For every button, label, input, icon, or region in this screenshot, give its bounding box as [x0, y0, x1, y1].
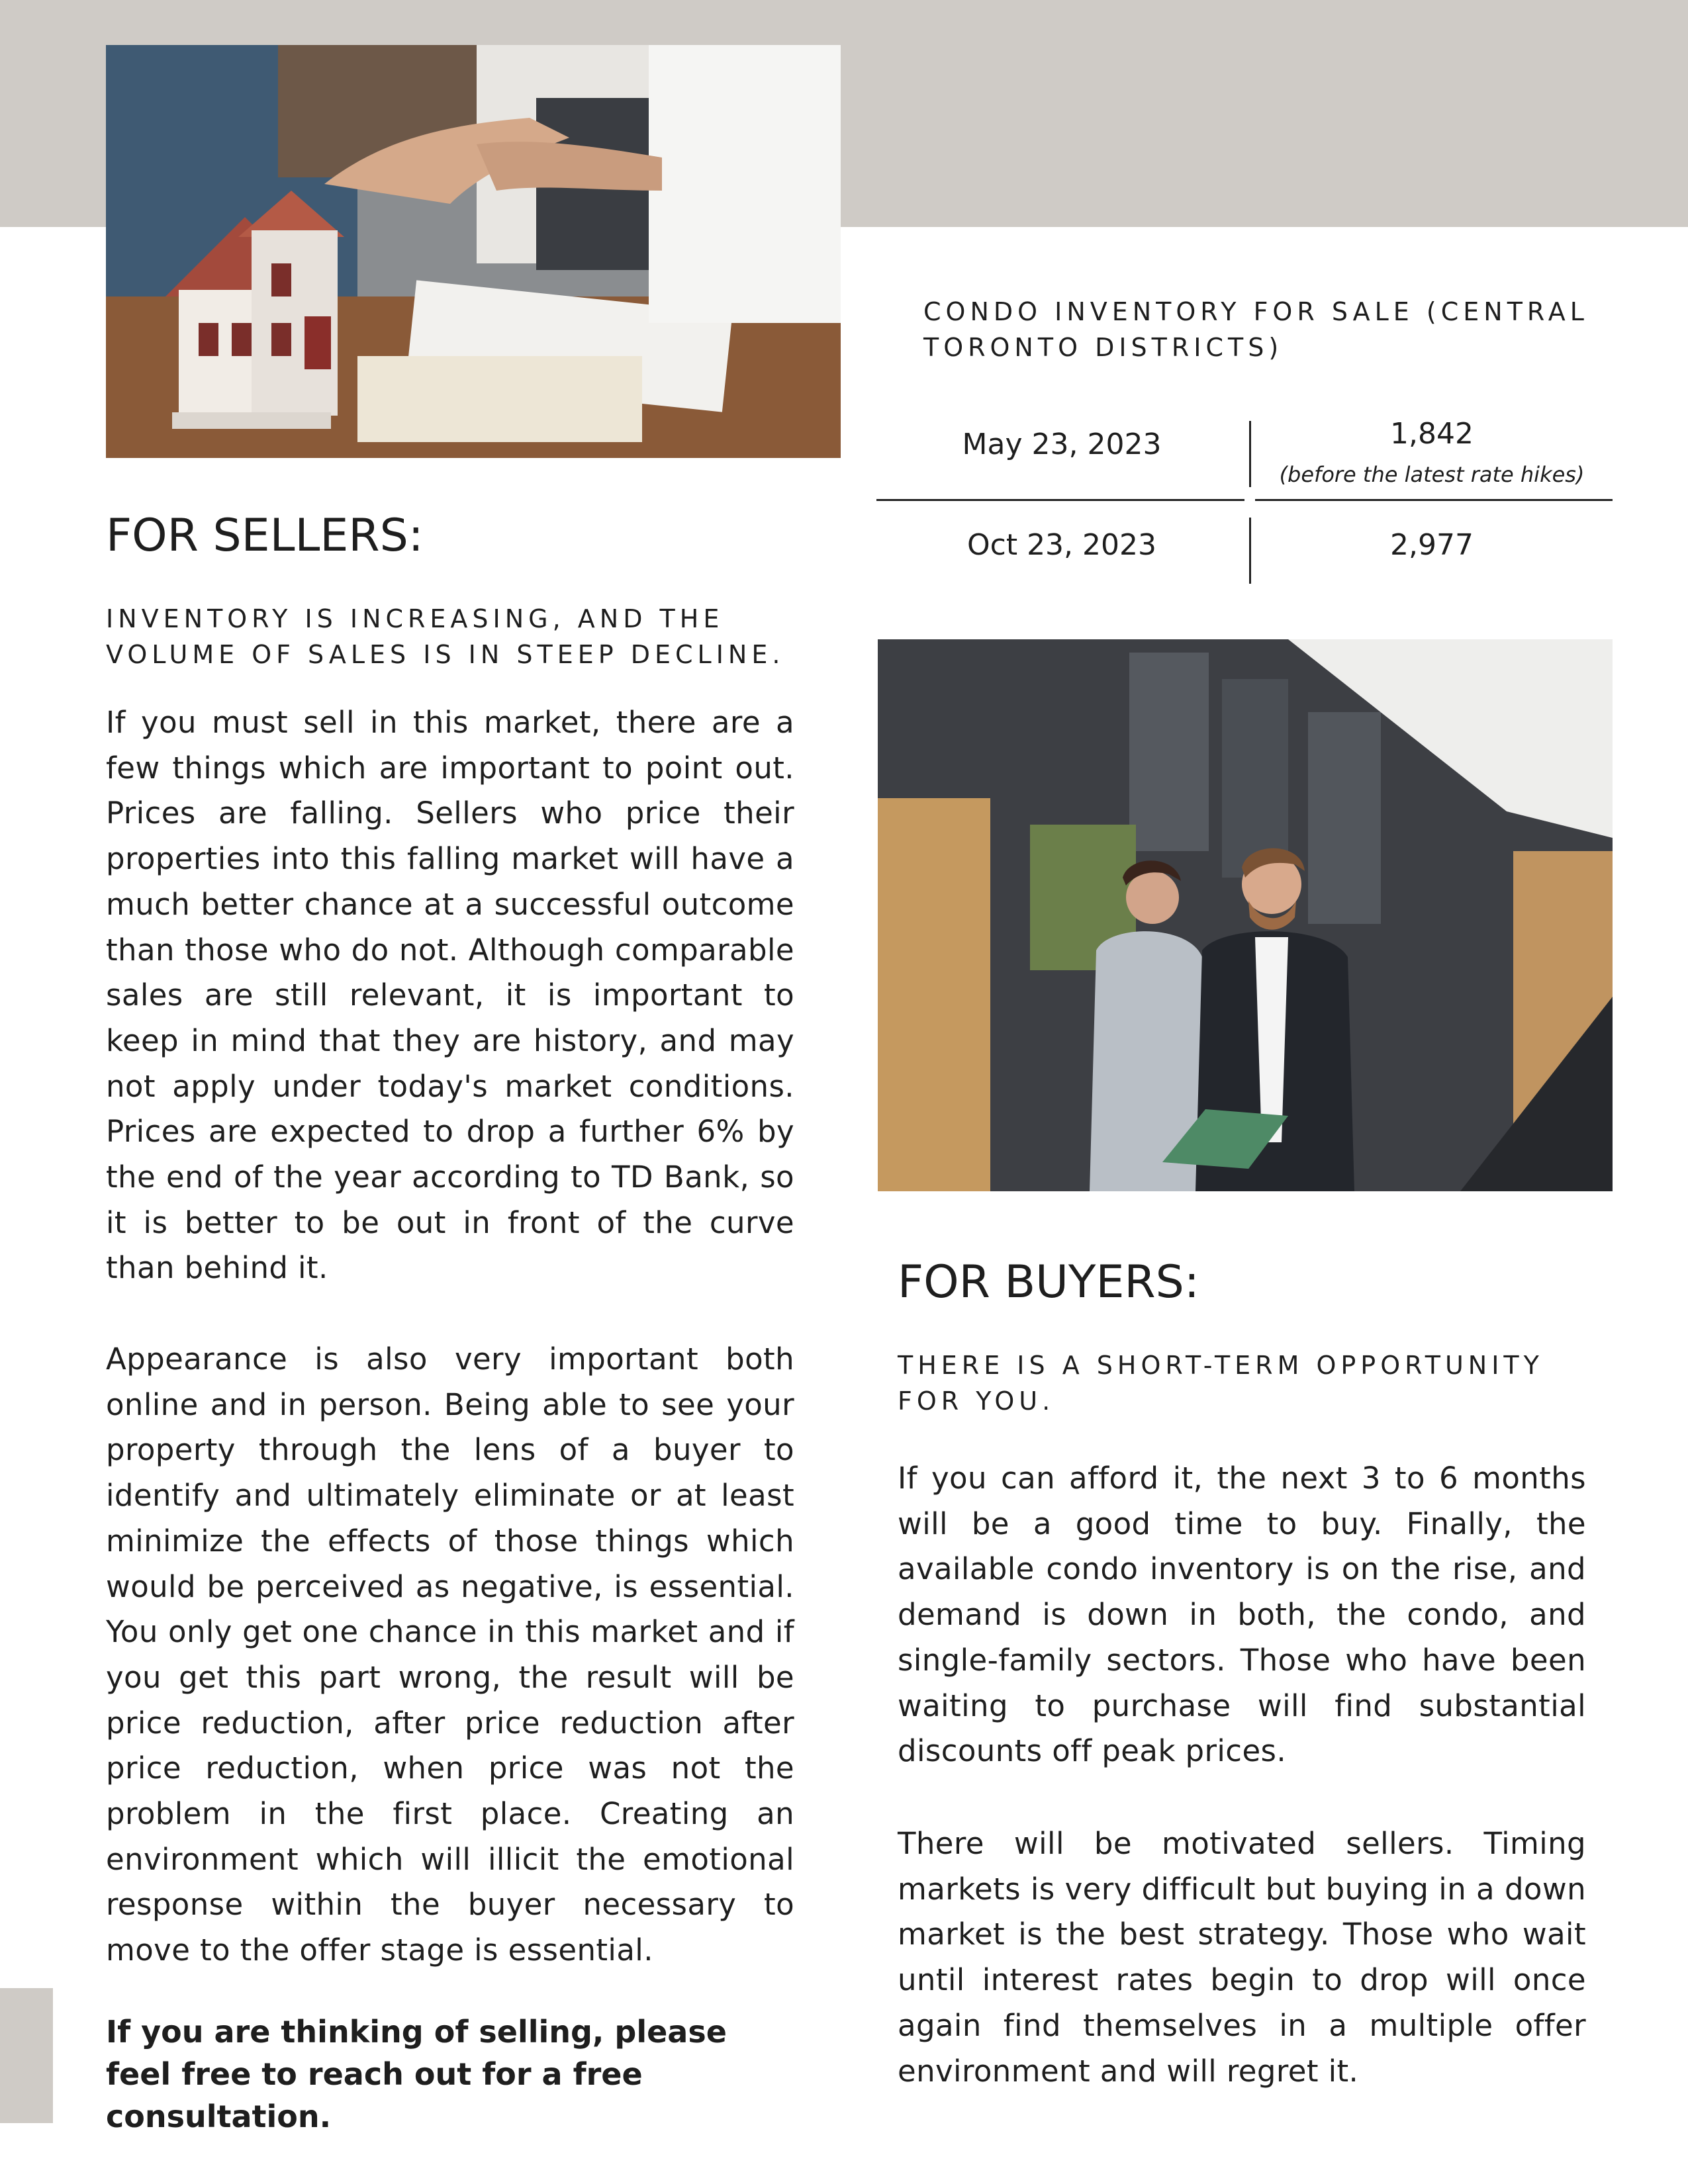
handshake-house-photo — [106, 45, 841, 458]
inventory-row-value: 1,842 — [1390, 417, 1474, 451]
sellers-call-to-action: If you are thinking of selling, please feel free to reach out for a free consultation. — [106, 2014, 727, 2134]
inventory-row-date: Oct 23, 2023 — [967, 528, 1156, 562]
buyers-heading: FOR BUYERS: — [898, 1256, 1199, 1308]
bottom-left-accent-block — [0, 1988, 53, 2123]
inventory-table — [876, 414, 1613, 586]
table-row-divider — [1255, 499, 1613, 501]
inventory-row-value: 2,977 — [1390, 528, 1474, 562]
table-column-divider — [1249, 518, 1251, 584]
buyers-paragraph: If you can afford it, the next 3 to 6 months will be a good time to buy. Finally, the available condo inventory is on the rise, and demand is down in both, the condo, and single-family sectors. Those who have been waiting to purchase will find substantial discounts off peak prices. — [898, 1461, 1586, 1769]
sellers-heading: FOR SELLERS: — [106, 510, 424, 562]
sellers-paragraph: Appearance is also very important both online and in person. Being able to see your property through the lens of a buyer to identify and ultimately eliminate or at least minimize the effects of those things which would be perceived as negative, is essential. You only get one chance in this market and if you get this part wrong, the result will be price reduction, after price reduction after price reduction, when price was not the problem in the first place. Creating an environment which will illicit the emotional response within the buyer necessary to move to the offer stage is essential. — [106, 1342, 794, 1968]
table-column-divider — [1249, 421, 1251, 487]
business-people-photo — [878, 639, 1613, 1191]
inventory-row-note: (before the latest rate hikes) — [1279, 462, 1585, 487]
sellers-paragraph: If you must sell in this market, there are a few things which are important to point out. Prices are falling. Sellers who price their properties into this falling market will have a much better chance at a successful outcome than those who do not. Although comparable sales are still relevant, it is important to keep in mind that they are history, and may not apply under today's market conditions. Prices are expected to drop a further 6% by the end of the year according to TD Bank, so it is better to be out in front of the curve than behind it. — [106, 705, 794, 1286]
inventory-title: CONDO INVENTORY FOR SALE (CENTRAL TORONTO DISTRICTS) — [923, 297, 1589, 362]
buyers-subheading: THERE IS A SHORT-TERM OPPORTUNITY FOR YOU. — [898, 1351, 1544, 1416]
table-row-divider — [876, 499, 1244, 501]
inventory-row-date: May 23, 2023 — [962, 428, 1162, 461]
buyers-paragraph: There will be motivated sellers. Timing markets is very difficult but buying in a down market is the best strategy. Those who wait until interest rates begin to drop will once again find themselves in a multiple offer environment and will regret it. — [898, 1826, 1586, 2089]
sellers-subheading: INVENTORY IS INCREASING, AND THE VOLUME OF SALES IS IN STEEP DECLINE. — [106, 604, 785, 669]
